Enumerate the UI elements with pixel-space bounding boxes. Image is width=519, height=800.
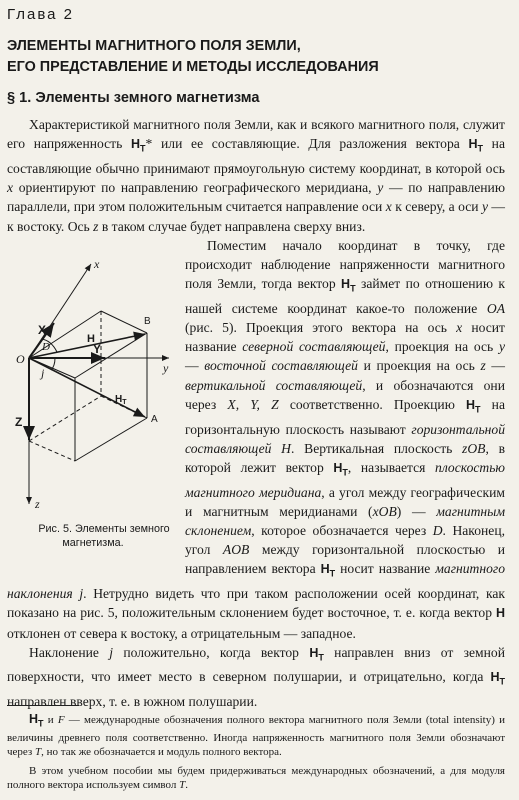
chapter-heading: Глава 2 <box>7 6 75 23</box>
italic-term: x <box>7 180 14 196</box>
vector-symbol: $H_T$ <box>466 397 481 415</box>
label-y: y <box>163 360 169 375</box>
italic-term: D <box>432 523 443 539</box>
label-j: j <box>41 365 45 380</box>
chapter-title <box>7 36 512 78</box>
italic-term: горизонтальной составляющей H <box>185 421 505 456</box>
label-D: D <box>42 340 50 353</box>
italic-term: T <box>179 779 186 792</box>
paragraph: Характеристикой магнитного поля Земли, как и всякого магнитного поля, служит его напряженность $H_T*$ или ее составляющие. Для разложения вектора $H_T$ на составляющие обычно принимают прямоугольную систему координат, в которой ось x ориентируют по направлению географического меридиана, y — по направлению параллели, при этом положительным считается направление оси x к северу, а оси y — к востоку. Ось z в таком случае будет направлена сверху вниз. <box>7 117 505 234</box>
paragraph: x X D H B O Y j y Z $H_T$ A z Рис. 5. Элементы земного магнетизма. Поместим начало координат в точку, где происходит наблюдение напряженности магнитного поля Земли, тогда вектор $H_T$ займет по отношению к нашей системе координат какое-то положение OA (рис. 5). Проекция этого вектора на ось x носит название северной составляющей, проекция на ось y — восточной составляющей и проекция на ось z — вертикальной составляющей, и обозначаются они через X, Y, Z соответственно. Проекцию $H_T$ на горизонтальную плоскость называют горизонтальной составляющей H. Вертикальная плоскость zOB, в которой лежит вектор $H_T$, называется плоскостью магнитного меридиана, а угол между географическим и магнитным меридианами (xOB) — магнитным склонением, которое обозначается через D. Наконец, угол AOB между горизонтальной плоскостью и направлением вектора $H_T$ носит название магнитного наклонения j. Нетрудно видеть что при таком расположении осей координат, как показано на рис. 5, положительным склонением будет восточное, т. е. когда вектор H отклонен от севера к востоку, а отрицательным — западное. <box>7 237 506 641</box>
vector-symbol: H <box>495 606 505 621</box>
footnote-divider <box>7 705 79 706</box>
italic-term: F <box>57 714 65 726</box>
figure-5 <box>7 236 177 571</box>
footnotes <box>7 705 505 793</box>
italic-term: x <box>385 199 392 215</box>
italic-term: j <box>109 644 114 660</box>
label-x: x <box>94 256 100 271</box>
vector-HT <box>29 358 145 417</box>
italic-term: X, Y, Z <box>227 396 279 412</box>
label-Y: Y <box>93 341 102 356</box>
italic-term: вертикальной составляющей <box>185 377 363 393</box>
italic-term: y <box>498 339 505 355</box>
chapter-title-line-2: ЕГО ПРЕДСТАВЛЕНИЕ И МЕТОДЫ ИССЛЕДОВАНИЯ <box>7 59 379 75</box>
footnote: В этом учебном пособии мы будем придерживаться международных обозначений, а для модуля полного вектора используем символ T. <box>7 765 505 792</box>
italic-term: плоскостью магнитного меридиана <box>185 459 505 500</box>
paragraph: Наклонение j положительно, когда вектор $H_T$ направлен вниз от земной поверхности, что имеет место в северном полушарии, и отрицательно, когда $H_T$ направлен вверх, т. е. в южном полушарии. <box>7 644 505 710</box>
italic-term: AOB <box>222 542 250 558</box>
vector-symbol: $H_T$ <box>490 670 505 687</box>
vector-symbol: $H_T$ <box>341 277 356 294</box>
label-HT: $H_T$ <box>115 393 127 406</box>
label-X: X <box>38 322 47 337</box>
vector-symbol: $H_T$ <box>309 645 324 663</box>
footnote: $H_T$ и F — международные обозначения полного вектора магнитного поля Земли (total intensity) и величины древнего поля соответственно. Иногда напряженность магнитного поля Земли обозначают через T, но так же обозначается и модуль полного вектора. <box>7 712 505 758</box>
section-title: § 1. Элементы земного магнетизма <box>7 90 260 106</box>
italic-term: магнитного наклонения j <box>7 561 505 602</box>
italic-term: xOB <box>372 503 397 519</box>
vector-symbol: $H_T$ <box>468 137 483 154</box>
label-B: B <box>144 315 151 327</box>
italic-term: zOB <box>462 440 486 456</box>
label-z: z <box>35 496 40 511</box>
vector-symbol: $H_T$ <box>320 562 336 579</box>
figure-caption: Рис. 5. Элементы земного магнетизма. <box>38 522 170 549</box>
vector-symbol: $H_T$ <box>29 712 44 729</box>
label-O: O <box>16 351 25 366</box>
label-H: H <box>87 332 95 345</box>
italic-term: y <box>481 199 488 215</box>
italic-term: y <box>377 180 384 196</box>
vector-symbol: $H_T$ <box>333 460 348 478</box>
italic-term: OA <box>486 300 505 316</box>
vector-symbol: $H_T$ <box>131 137 146 154</box>
italic-term: северной составляющей <box>242 339 386 355</box>
magnetic-elements-diagram <box>5 236 177 526</box>
italic-term: магнитным склонением <box>185 503 506 539</box>
body-text <box>7 115 505 711</box>
label-A: A <box>151 413 158 425</box>
label-Z: Z <box>15 414 23 429</box>
chapter-title-line-1: ЭЛЕМЕНТЫ МАГНИТНОГО ПОЛЯ ЗЕМЛИ, <box>7 38 301 54</box>
italic-term: z <box>480 358 486 374</box>
italic-term: x <box>456 320 463 336</box>
italic-term: z <box>93 218 99 234</box>
italic-term: T <box>35 745 42 758</box>
italic-term: восточной составляющей <box>204 358 358 374</box>
